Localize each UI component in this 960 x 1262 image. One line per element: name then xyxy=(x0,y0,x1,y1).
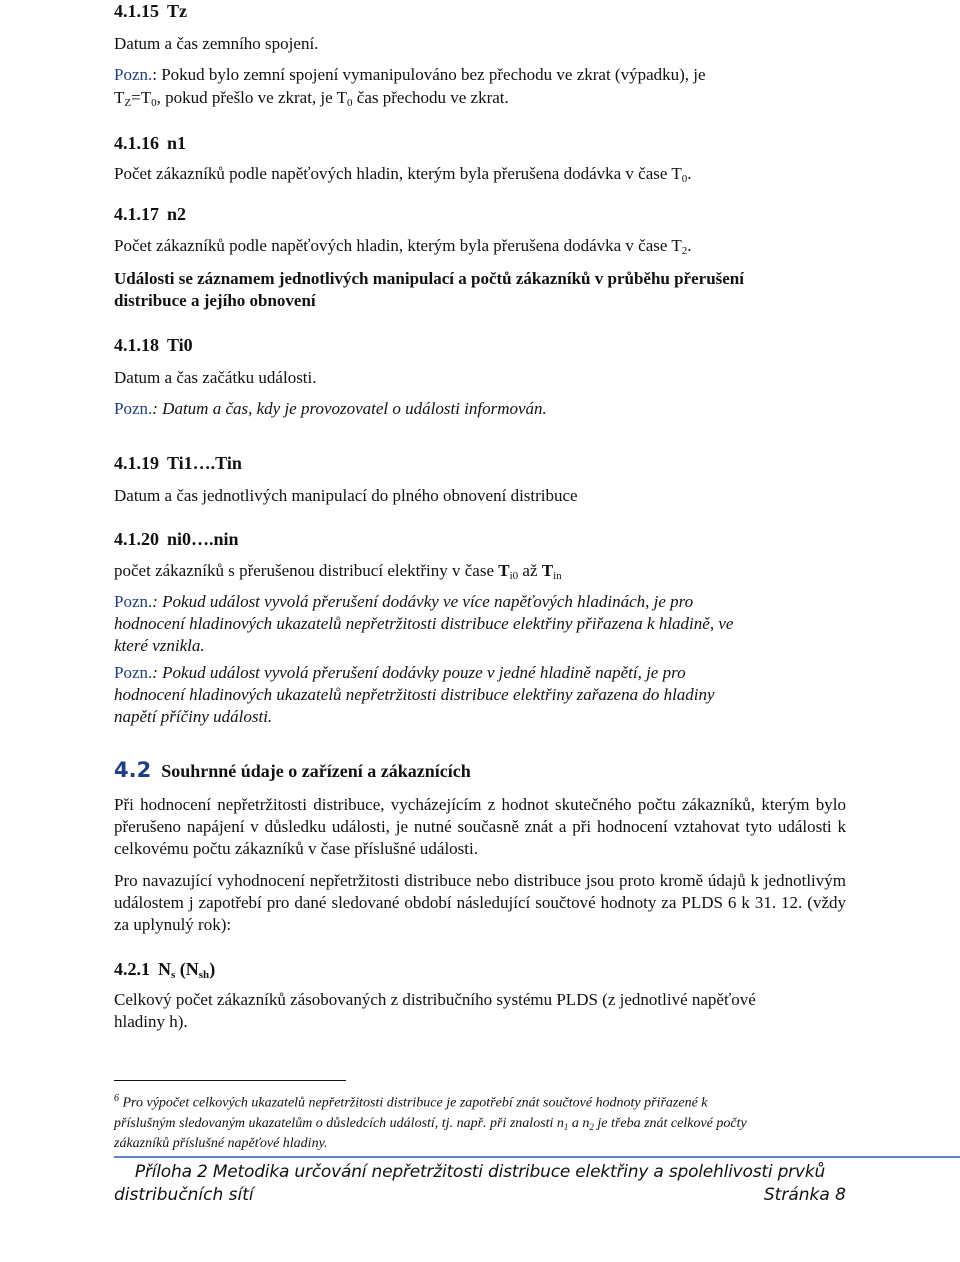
footnote xyxy=(114,1089,846,1154)
heading-4-1-19 xyxy=(114,452,242,475)
heading-4-2 xyxy=(114,758,471,782)
note-tz-line1 xyxy=(114,63,846,86)
heading-4-1-16 xyxy=(114,132,186,155)
description-text: až xyxy=(518,561,542,580)
note-text: hodnocení hladinových ukazatelů nepřetržitosti distribuce elektřiny zařazena do hladiny xyxy=(114,685,715,704)
footnote-text: příslušným sledovaným ukazatelům o důsledcích událostí, tj. např. při znalosti n xyxy=(114,1115,564,1131)
note-text: : Pokud událost vyvolá přerušení dodávky pouze v jedné hladině napětí, je pro xyxy=(152,663,686,682)
description-ti0: Datum a čas začátku události. xyxy=(114,368,317,387)
subscript: i0 xyxy=(509,570,519,582)
description-text: Počet zákazníků podle napěťových hladin, kterým byla přerušena dodávka v čase T xyxy=(114,236,682,255)
section-number: 4.2 xyxy=(114,758,152,782)
heading-4-2-1 xyxy=(114,958,215,981)
section-number: 4.1.18 xyxy=(114,335,159,355)
footer-title: distribučních sítí xyxy=(114,1185,254,1205)
page-footer xyxy=(114,1161,846,1207)
description-n2 xyxy=(114,234,692,257)
footnote-text: a n xyxy=(568,1115,590,1131)
note-text: které vznikla. xyxy=(114,636,205,655)
events-heading-line: Události se záznamem jednotlivých manipulací a počtů zákazníků v průběhu přerušení xyxy=(114,269,744,288)
section-number: 4.1.19 xyxy=(114,453,159,473)
subscript: s xyxy=(171,969,176,981)
section-number: 4.1.17 xyxy=(114,204,159,224)
section-number: 4.1.16 xyxy=(114,133,159,153)
description-text: hladiny h). xyxy=(114,1012,188,1031)
note-text: hodnocení hladinových ukazatelů nepřetržitosti distribuce elektřiny přiřazena k hladině, ve xyxy=(114,614,734,633)
t-symbol: T xyxy=(541,561,554,580)
subscript: 2 xyxy=(681,245,688,257)
footnote-text: zákazníků příslušné napěťové hladiny. xyxy=(114,1135,328,1151)
section-number: 4.2.1 xyxy=(114,959,150,979)
subscript: 0 xyxy=(681,173,688,185)
note-text: : Datum a čas, kdy je provozovatel o události informován. xyxy=(152,399,547,418)
heading-4-1-17 xyxy=(114,203,186,226)
description-text: Celkový počet zákazníků zásobovaných z distribučního systému PLDS (z jednotlivé napěťové xyxy=(114,990,756,1009)
note-text: čas přechodu ve zkrat. xyxy=(352,88,509,107)
subscript: sh xyxy=(198,969,210,981)
t-symbol: T xyxy=(114,88,125,107)
section-title: Ti0 xyxy=(167,335,193,355)
footnote-rule xyxy=(114,1080,346,1081)
note-ti0 xyxy=(114,397,547,420)
section-title: Souhrnné údaje o zařízení a zákaznících xyxy=(161,761,471,781)
section-number: 4.1.15 xyxy=(114,1,159,21)
footnote-mark: 6 xyxy=(114,1093,119,1104)
note-label: Pozn. xyxy=(114,663,153,682)
note-tz-line2 xyxy=(114,86,509,109)
note-single-level xyxy=(114,662,715,728)
footer-rule xyxy=(114,1156,960,1158)
events-heading-line: distribuce a jejího obnovení xyxy=(114,291,316,310)
n-symbol: ) xyxy=(209,959,216,979)
events-heading xyxy=(114,268,744,312)
description-text: Počet zákazníků podle napěťových hladin, kterým byla přerušena dodávka v čase T xyxy=(114,164,682,183)
note-text: : Pokud bylo zemní spojení vymanipulováno bez přechodu ve zkrat (výpadku), je xyxy=(152,65,706,84)
section-number: 4.1.20 xyxy=(114,529,159,549)
subscript: 0 xyxy=(347,97,353,109)
note-text: , pokud přešlo ve zkrat, je T xyxy=(156,88,348,107)
note-label: Pozn. xyxy=(114,399,153,418)
note-text: napětí příčiny události. xyxy=(114,707,273,726)
section-title: ni0….nin xyxy=(167,529,239,549)
paragraph-totals-2: Pro navazující vyhodnocení nepřetržitosti distribuce nebo distribuce jsou proto kromě údajů k jednotlivým událostem j zapotřebí pro dané sledované období následující součtové hodnoty za PLDS 6 k 31. 12. (vždy za uplynulý rok): xyxy=(114,871,846,934)
note-multi-level xyxy=(114,591,733,657)
heading-4-1-20 xyxy=(114,528,239,551)
description-text: . xyxy=(687,164,692,183)
subscript: in xyxy=(553,570,562,582)
n-symbol: (N xyxy=(175,959,199,979)
section-title: n1 xyxy=(167,133,187,153)
page-number: Stránka 8 xyxy=(763,1185,846,1205)
note-text: : Pokud událost vyvolá přerušení dodávky ve více napěťových hladinách, je pro xyxy=(152,592,694,611)
t-symbol: T xyxy=(498,561,510,580)
subscript: Z xyxy=(124,97,132,109)
description-text: počet zákazníků s přerušenou distribucí elektřiny v čase xyxy=(114,561,499,580)
section-title: n2 xyxy=(167,204,187,224)
heading-4-1-15 xyxy=(114,0,187,23)
description-tz: Datum a čas zemního spojení. xyxy=(114,34,319,53)
description-ns xyxy=(114,989,756,1033)
paragraph-totals-1: Při hodnocení nepřetržitosti distribuce, vycházejícím z hodnot skutečného počtu zákazníků, kterým bylo přerušeno napájení v důsledku události, je nutné současně znát a při hodnocení vztahovat tyto události k celkovému počtu zákazníků v čase příslušné události. xyxy=(114,795,846,858)
note-label: Pozn. xyxy=(114,65,153,84)
subscript: 1 xyxy=(563,1121,569,1132)
footer-title: Příloha 2 Metodika určování nepřetržitosti distribuce elektřiny a spolehlivosti prvků xyxy=(134,1162,826,1182)
note-text: =T xyxy=(131,88,152,107)
description-ti1: Datum a čas jednotlivých manipulací do plného obnovení distribuce xyxy=(114,486,578,505)
heading-4-1-18 xyxy=(114,334,193,357)
note-label: Pozn. xyxy=(114,592,153,611)
section-title: Tz xyxy=(167,1,187,21)
subscript: 0 xyxy=(151,97,157,109)
n-symbol: N xyxy=(158,959,171,979)
subscript: 2 xyxy=(589,1121,594,1132)
description-n1 xyxy=(114,162,692,185)
description-ni0 xyxy=(114,559,562,582)
footnote-text: je třeba znát celkové počty xyxy=(593,1115,747,1131)
section-title: Ti1….Tin xyxy=(167,453,242,473)
description-text: . xyxy=(687,236,692,255)
footnote-text: Pro výpočet celkových ukazatelů nepřetržitosti distribuce je zapotřebí znát součtové hodnoty přiřazené k xyxy=(119,1095,708,1111)
